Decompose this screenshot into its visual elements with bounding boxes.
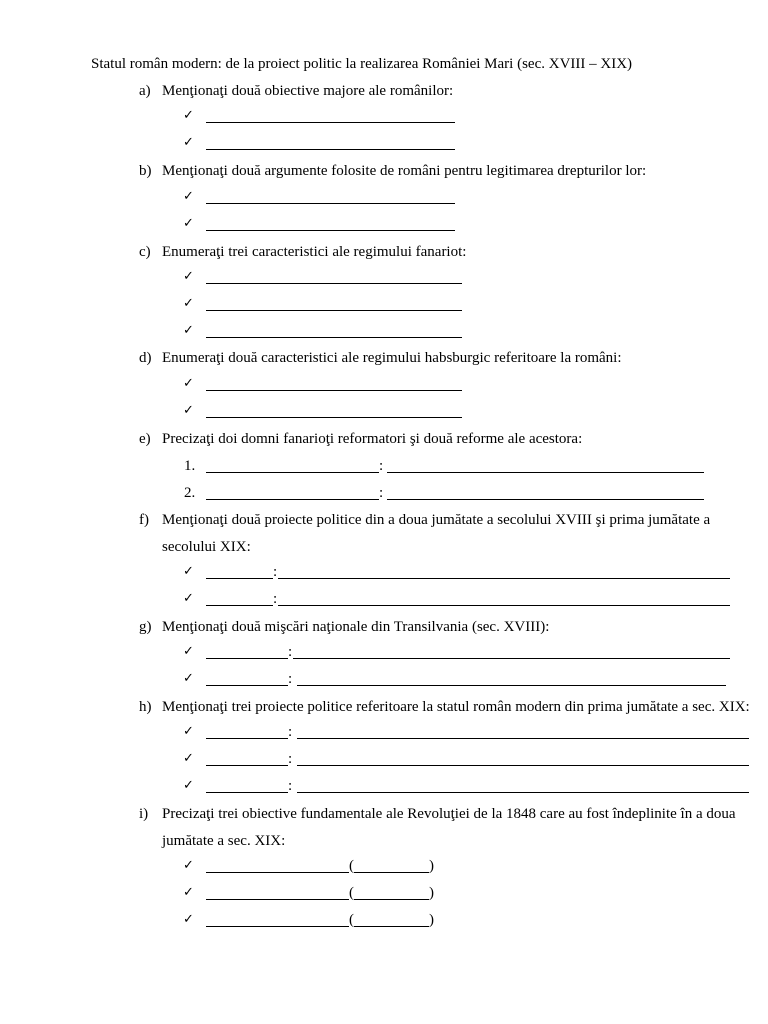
question-text: Enumeraţi trei caracteristici ale regimului fanariot: bbox=[162, 244, 467, 260]
answer-row bbox=[0, 750, 768, 770]
question-text: Enumeraţi două caracteristici ale regimului habsburgic referitoare la români: bbox=[162, 350, 622, 366]
answer-row bbox=[0, 884, 768, 904]
question-text: Menţionaţi două obiective majore ale românilor: bbox=[162, 83, 454, 99]
paren-close: ) bbox=[429, 858, 434, 874]
answer-row bbox=[0, 295, 768, 315]
paren-close: ) bbox=[429, 885, 434, 901]
answer-row bbox=[0, 670, 768, 690]
date-blank[interactable] bbox=[206, 685, 288, 686]
objective-blank[interactable] bbox=[206, 872, 349, 873]
year-blank[interactable] bbox=[354, 926, 429, 927]
question-letter: a) bbox=[139, 83, 151, 99]
answer-row bbox=[0, 563, 768, 583]
check-mark-icon: ✓ bbox=[183, 778, 194, 793]
objective-blank[interactable] bbox=[206, 899, 349, 900]
question-text: Precizaţi doi domni fanarioţi reformatori şi două reforme ale acestora: bbox=[162, 431, 583, 447]
question-letter: i) bbox=[139, 806, 149, 822]
paren-open: ( bbox=[349, 912, 354, 928]
answer-row bbox=[0, 402, 768, 422]
check-mark-icon: ✓ bbox=[183, 724, 194, 739]
ruler-blank[interactable] bbox=[206, 499, 379, 500]
colon-separator: : bbox=[288, 751, 293, 767]
answer-blank[interactable] bbox=[206, 337, 462, 338]
reform-blank[interactable] bbox=[387, 499, 704, 500]
check-mark-icon: ✓ bbox=[183, 403, 194, 418]
check-mark-icon: ✓ bbox=[183, 564, 194, 579]
check-mark-icon: ✓ bbox=[183, 189, 194, 204]
question-letter: c) bbox=[139, 244, 151, 260]
answer-blank[interactable] bbox=[206, 283, 462, 284]
check-mark-icon: ✓ bbox=[183, 269, 194, 284]
answer-row bbox=[0, 375, 768, 395]
project-blank[interactable] bbox=[297, 765, 749, 766]
answer-blank[interactable] bbox=[206, 149, 455, 150]
answer-blank[interactable] bbox=[206, 122, 455, 123]
objective-blank[interactable] bbox=[206, 926, 349, 927]
question-letter: h) bbox=[139, 699, 152, 715]
colon-separator: : bbox=[288, 644, 293, 660]
item-number: 1. bbox=[184, 458, 196, 474]
check-mark-icon: ✓ bbox=[183, 751, 194, 766]
project-blank[interactable] bbox=[278, 578, 730, 579]
answer-blank[interactable] bbox=[206, 417, 462, 418]
answer-blank[interactable] bbox=[206, 203, 455, 204]
paren-open: ( bbox=[349, 885, 354, 901]
answer-row bbox=[0, 857, 768, 877]
answer-row bbox=[0, 107, 768, 127]
year-blank[interactable] bbox=[354, 899, 429, 900]
answer-blank[interactable] bbox=[206, 310, 462, 311]
answer-blank[interactable] bbox=[206, 230, 455, 231]
question-text: Menţionaţi trei proiecte politice referitoare la statul român modern din prima jumătate a sec. XIX: bbox=[162, 699, 750, 715]
check-mark-icon: ✓ bbox=[183, 323, 194, 338]
movement-blank[interactable] bbox=[297, 685, 726, 686]
reform-blank[interactable] bbox=[387, 472, 704, 473]
date-blank[interactable] bbox=[206, 765, 288, 766]
answer-row bbox=[0, 188, 768, 208]
colon-separator: : bbox=[379, 485, 384, 501]
question-letter: f) bbox=[139, 512, 149, 528]
answer-row bbox=[0, 723, 768, 743]
question-text: Menţionaţi două argumente folosite de români pentru legitimarea drepturilor lor: bbox=[162, 163, 647, 179]
project-blank[interactable] bbox=[297, 792, 749, 793]
check-mark-icon: ✓ bbox=[183, 376, 194, 391]
ruler-blank[interactable] bbox=[206, 472, 379, 473]
check-mark-icon: ✓ bbox=[183, 912, 194, 927]
project-blank[interactable] bbox=[297, 738, 749, 739]
paren-open: ( bbox=[349, 858, 354, 874]
check-mark-icon: ✓ bbox=[183, 296, 194, 311]
answer-row bbox=[0, 590, 768, 610]
question-text: Menţionaţi două mişcări naţionale din Transilvania (sec. XVIII): bbox=[162, 619, 550, 635]
answer-row bbox=[0, 484, 768, 504]
date-blank[interactable] bbox=[206, 792, 288, 793]
check-mark-icon: ✓ bbox=[183, 591, 194, 606]
answer-row bbox=[0, 911, 768, 931]
check-mark-icon: ✓ bbox=[183, 885, 194, 900]
date-blank[interactable] bbox=[206, 605, 273, 606]
date-blank[interactable] bbox=[206, 658, 288, 659]
question-letter: d) bbox=[139, 350, 152, 366]
project-blank[interactable] bbox=[278, 605, 730, 606]
colon-separator: : bbox=[379, 458, 384, 474]
question-letter: b) bbox=[139, 163, 152, 179]
question-letter: g) bbox=[139, 619, 152, 635]
date-blank[interactable] bbox=[206, 738, 288, 739]
question-letter: e) bbox=[139, 431, 151, 447]
check-mark-icon: ✓ bbox=[183, 671, 194, 686]
check-mark-icon: ✓ bbox=[183, 644, 194, 659]
answer-row bbox=[0, 322, 768, 342]
check-mark-icon: ✓ bbox=[183, 858, 194, 873]
answer-row bbox=[0, 457, 768, 477]
question-text: Precizaţi trei obiective fundamentale ale Revoluţiei de la 1848 care au fost îndeplinite în a doua bbox=[162, 806, 736, 822]
answer-row bbox=[0, 134, 768, 154]
movement-blank[interactable] bbox=[293, 658, 730, 659]
check-mark-icon: ✓ bbox=[183, 135, 194, 150]
paren-close: ) bbox=[429, 912, 434, 928]
colon-separator: : bbox=[273, 591, 278, 607]
question-text: Menţionaţi două proiecte politice din a doua jumătate a secolului XVIII şi prima jumătate a bbox=[162, 512, 711, 528]
colon-separator: : bbox=[288, 778, 293, 794]
check-mark-icon: ✓ bbox=[183, 108, 194, 123]
colon-separator: : bbox=[273, 564, 278, 580]
date-blank[interactable] bbox=[206, 578, 273, 579]
document-title: Statul român modern: de la proiect politic la realizarea României Mari (sec. XVIII – XIX) bbox=[91, 56, 633, 72]
question-text-continued: jumătate a sec. XIX: bbox=[162, 833, 286, 849]
answer-blank[interactable] bbox=[206, 390, 462, 391]
answer-row bbox=[0, 215, 768, 235]
question-text-continued: secolului XIX: bbox=[162, 539, 251, 555]
year-blank[interactable] bbox=[354, 872, 429, 873]
colon-separator: : bbox=[288, 724, 293, 740]
colon-separator: : bbox=[288, 671, 293, 687]
item-number: 2. bbox=[184, 485, 196, 501]
answer-row bbox=[0, 268, 768, 288]
answer-row bbox=[0, 777, 768, 797]
check-mark-icon: ✓ bbox=[183, 216, 194, 231]
answer-row bbox=[0, 643, 768, 663]
